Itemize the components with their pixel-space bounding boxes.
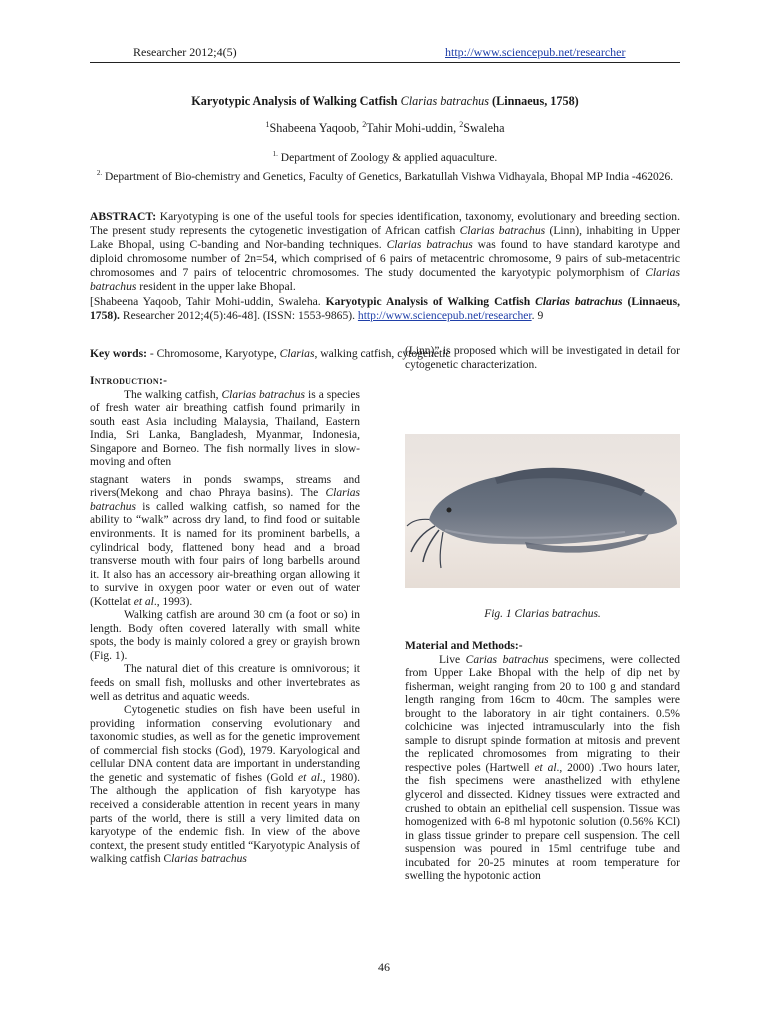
intro-paragraph-1: The walking catfish, Clarias batrachus is a species of fresh water air breathing catfish found primarily in south east Asia including Malaysia, Thailand, Eastern India, Sri Lanka, Bangladesh, Myanmar, Indonesia, Singapore and Borneo. The fish normally lives in slow-moving and often [90, 388, 361, 469]
right-column-top [405, 345, 680, 372]
citation: [Shabeena Yaqoob, Tahir Mohi-uddin, Swaleha. Karyotypic Analysis of Walking Catfish Clarias batrachus (Linnaeus, 1758). Researcher 2012;4(5):46-48]. (ISSN: 1553-9865). http://www.sciencepub.net/researcher. 9 [90, 294, 680, 322]
affiliation-2: $^{2.}$ Department of Bio-chemistry and Genetics, Faculty of Genetics, Barkatullah Vishwa Vidhayala, Bhopal MP India -462026. [96, 169, 674, 183]
methods-section [405, 640, 680, 884]
abstract [90, 210, 680, 323]
title-species: Clarias batrachus [400, 94, 489, 108]
catfish-illustration [405, 434, 680, 588]
paper-title: Karyotypic Analysis of Walking Catfish Clarias batrachus (Linnaeus, 1758) [191, 94, 579, 108]
abstract-body: ABSTRACT: Karyotyping is one of the useful tools for species identification, taxonomy, evolutionary and breeding section. The present study represents the cytogenetic investigation of African catfish Clarias batrachus (Linn), inhabiting in Upper Lake Bhopal, using C-banding and Nor-banding techniques. Clarias batrachus was found to have standard karotype and diploid chromosome number of 2n=54, which comprised of 6 pairs of metacentric chromosome, 9 pairs of sub-metacentric chromosomes and 7 pairs of telocentric chromosomes. The study documented the karyotypic polymorphism of Clarias batrachus resident in the upper lake Bhopal. [90, 210, 680, 294]
page-number: 46 [378, 960, 390, 974]
left-column [90, 375, 360, 867]
keywords: Key words: - Chromosome, Karyotype, Clarias, walking catfish, cytogenetic [90, 347, 451, 360]
intro-continuation: (Linn)” is proposed which will be investigated in detail for cytogenetic characterization. [405, 345, 680, 371]
intro-paragraph-3: The natural diet of this creature is omnivorous; it feeds on small fish, mollusks and other invertebrates as well as detritus and aquatic weeds. [90, 663, 360, 703]
figure-caption: Fig. 1 Clarias batrachus. [484, 608, 601, 620]
intro-paragraph-4: Cytogenetic studies on fish have been useful in providing information conserving evolutionary and taxonomic studies, as well as for the genetic improvement of commercial fish stocks (God), 1979. Karyological and cellular DNA content data are important in understanding the genetic and systematic of fishes (Gold et al., 1980). The although the application of fish karyotype has received a considerable attention in recent years in many parts of the world, there is still a very limited data on karyotype of the endemic fish. In view of the above context, the present study entitled “Karyotypic Analysis of walking catfish Clarias batrachus [90, 704, 360, 866]
affiliation-1: $^{1.}$ Department of Zoology & applied aquaculture. [272, 150, 498, 164]
intro-paragraph-1-cont: stagnant waters in ponds swamps, streams and rivers(Mekong and chao Phraya basins). The Clarias batrachus is called walking catfish, so named for the ability to “walk” across dry land, to find food or suitable environments. It is named for its prominent barbells, a cylindrical body, flattened bony head and a broad transverse mouth with four pairs of long barbells around it. It also has an accessory air-breathing organ allowing it to survive in oxygen poor water or even out of water (Kottelat et al., 1993). [90, 473, 360, 608]
keywords-label: Key words: [90, 347, 147, 360]
catfish-photo [405, 434, 680, 588]
intro-paragraph-2: Walking catfish are around 30 cm (a foot or so) in length. Body often covered laterally with small white spots, the body is mainly colored a grey or grayish brown (Fig. 1). [90, 609, 360, 662]
journal-url-link[interactable]: http://www.sciencepub.net/researcher [445, 45, 626, 59]
citation-url-link[interactable]: http://www.sciencepub.net/researcher [357, 308, 532, 322]
header-rule [90, 62, 680, 63]
methods-heading: Material and Methods:- [405, 640, 523, 652]
abstract-label: ABSTRACT: [90, 210, 157, 223]
methods-paragraph: Live Carias batrachus specimens, were collected from Upper Lake Bhopal with the help of dip net by fisherman, weight ranging from 20 to 100 g and standard length ranging from 16cm to 40cm. The samples were brought to the laboratory in air tight containers. 0.5% colchicine was injected intramuscularly into the fish sample to disrupt spinde formation at mitosis and prevent the replicated chromosomes from migrating to their respective poles (Hartwell et al., 2000) .Two hours later, the fish specimens were anasthelized with ethylene glycerol and dissected. Kidney tissues were extracted and crushed to obtain an epithelial cell suspension. Tissue was homogenized with 6-8 ml hypotonic solution (0.56% KCl) in glass tissue grinder to prepare cell suspension. The cell suspension was poured in 15ml centrifuge tube and incubated for 20-25 minutes at room temperature for swelling the hypotonic action [405, 653, 680, 883]
author-list: $^1$Shabeena Yaqoob, $^2$Tahir Mohi-uddin, $^2$Swaleha [265, 120, 505, 136]
journal-header: Researcher 2012;4(5) [133, 45, 237, 59]
introduction-heading: Introduction:- [90, 375, 168, 387]
